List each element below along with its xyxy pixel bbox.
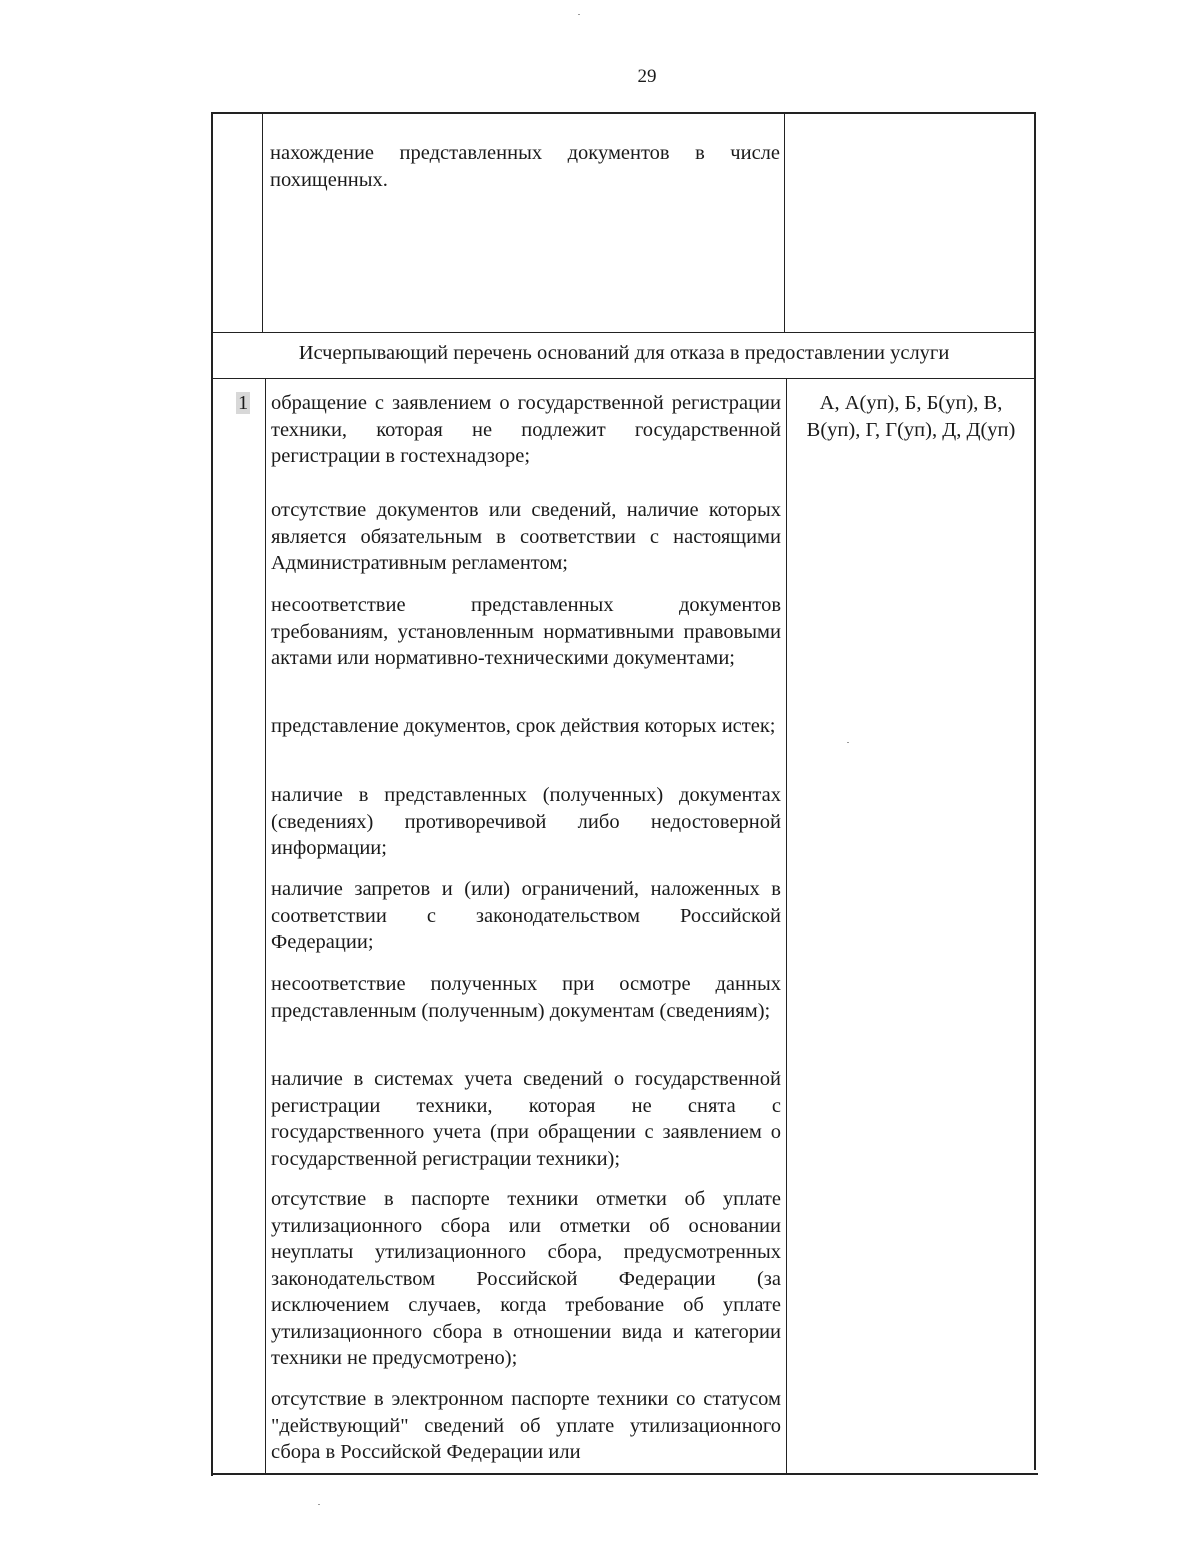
list-item: наличие запретов и (или) ограничений, наложенных в соответствии с законодательством Российской Федерации;: [271, 878, 781, 953]
list-item: обращение с заявлением о государственной регистрации техники, которая не подлежит государственной регистрации в гостехнадзоре;: [271, 392, 781, 467]
list-item: наличие в системах учета сведений о государственной регистрации техники, которая не снята с государственного учета (при обращении с заявлением о государственной регистрации техники);: [271, 1068, 781, 1170]
list-item: несоответствие полученных при осмотре данных представленным (полученным) документам (сведениям);: [271, 973, 781, 1022]
category-codes: [788, 390, 1034, 444]
top-row-paragraph: нахождение представленных документов в числе похищенных.: [270, 142, 780, 191]
table-left-border: [211, 112, 213, 1476]
column-divider: [265, 379, 266, 1474]
list-item: отсутствие документов или сведений, наличие которых является обязательным в соответствии с настоящими Административным регламентом;: [271, 499, 781, 574]
list-item: отсутствие в электронном паспорте техники со статусом "действующий" сведений об уплате утилизационного сбора в Российской Федерации или: [271, 1388, 781, 1463]
page-number: 29: [637, 66, 657, 87]
top-row-text: [270, 140, 780, 193]
table-right-border: [1034, 112, 1036, 1470]
list-item: представление документов, срок действия которых истек;: [271, 715, 776, 737]
row-divider: [211, 332, 1036, 333]
column-divider: [262, 112, 263, 333]
scan-speck: [578, 14, 580, 15]
column-divider: [786, 379, 787, 1474]
table-bottom-border: [212, 1473, 1038, 1475]
list-item: несоответствие представленных документов требованиям, установленным нормативными правовыми актами или нормативно-техническими документами;: [271, 594, 781, 669]
column-divider: [784, 112, 785, 333]
scan-speck: [318, 1504, 320, 1505]
codes-line: В(уп), Г, Г(уп), Д, Д(уп): [806, 419, 1016, 441]
row-number: 1: [238, 392, 249, 414]
list-item: наличие в представленных (полученных) документах (сведениях) противоречивой либо недостоверной информации;: [271, 784, 781, 859]
row-divider: [211, 378, 1036, 379]
list-item: отсутствие в паспорте техники отметки об уплате утилизационного сбора или отметки об основании неуплаты утилизационного сбора, предусмотренных законодательством Российской Федерации (за исключением случаев, когда требование об уплате утилизационного сбора в отношении вида и категории техники не предусмотрено);: [271, 1188, 781, 1369]
codes-line: А, А(уп), Б, Б(уп), В,: [819, 392, 1003, 414]
scan-speck: [847, 742, 849, 743]
section-title: Исчерпывающий перечень оснований для отказа в предоставлении услуги: [298, 342, 950, 364]
table-top-border: [211, 112, 1036, 114]
